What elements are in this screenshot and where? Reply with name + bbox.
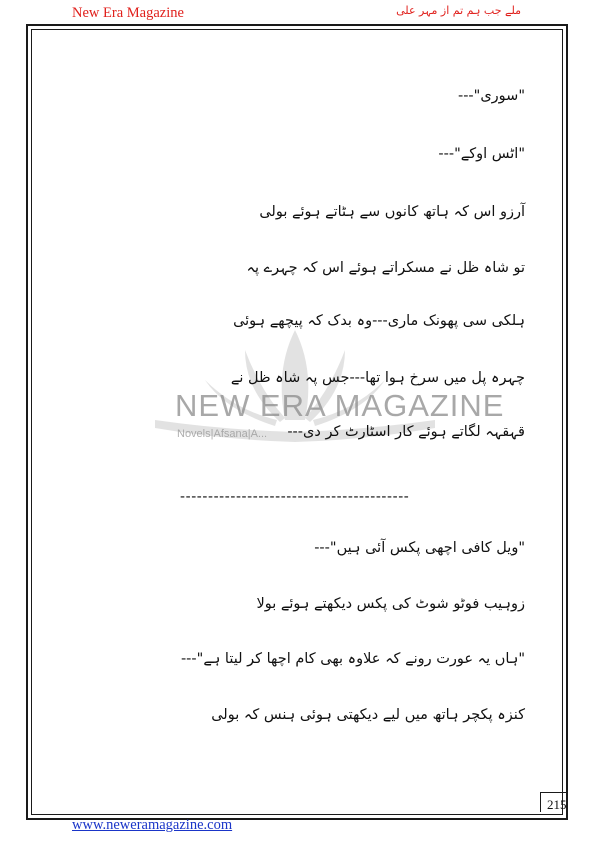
text-line: "اٹس اوکے"---: [438, 146, 525, 162]
section-separator: -----------------------------------------: [180, 488, 410, 505]
footer-website-link[interactable]: www.neweramagazine.com: [72, 817, 233, 833]
text-line: ہلکی سی پھونک ماری---وہ بدک کہ پیچھے ہوئی: [233, 313, 525, 329]
watermark-title: NEW ERA MAGAZINE: [175, 388, 505, 423]
text-line: کنزہ پکچر ہاتھ میں لیے دیکھتی ہوئی ہنس کہ بولی: [211, 707, 525, 723]
page-number: 215: [547, 797, 567, 812]
text-line: آرزو اس کہ ہاتھ کانوں سے ہٹاتے ہوئے بولی: [259, 204, 525, 220]
text-line: "ہاں یہ عورت رونے کہ علاوہ بھی کام اچھا کر لیتا ہے"---: [180, 651, 525, 667]
text-line: چہرہ پل میں سرخ ہوا تھا---جس پہ شاہ ظل نے: [230, 370, 525, 386]
magazine-name: New Era Magazine: [72, 5, 184, 21]
watermark-subtitle: Novels|Afsana|A...: [177, 428, 268, 440]
text-line: تو شاہ ظل نے مسکراتے ہوئے اس کہ چہرے پہ: [246, 260, 525, 276]
text-line: زوہیب فوٹو شوٹ کی پکس دیکھتے ہوئے بولا: [256, 596, 525, 612]
text-line: قہقہہ لگاتے ہوئے کار اسٹارٹ کر دی---: [287, 424, 525, 440]
text-line: "سوری"---: [457, 88, 525, 104]
story-title: ملے جب ہم تم از مہر علی: [396, 4, 521, 17]
text-line: "ویل کافی اچھی پکس آئی ہیں"---: [314, 540, 525, 556]
